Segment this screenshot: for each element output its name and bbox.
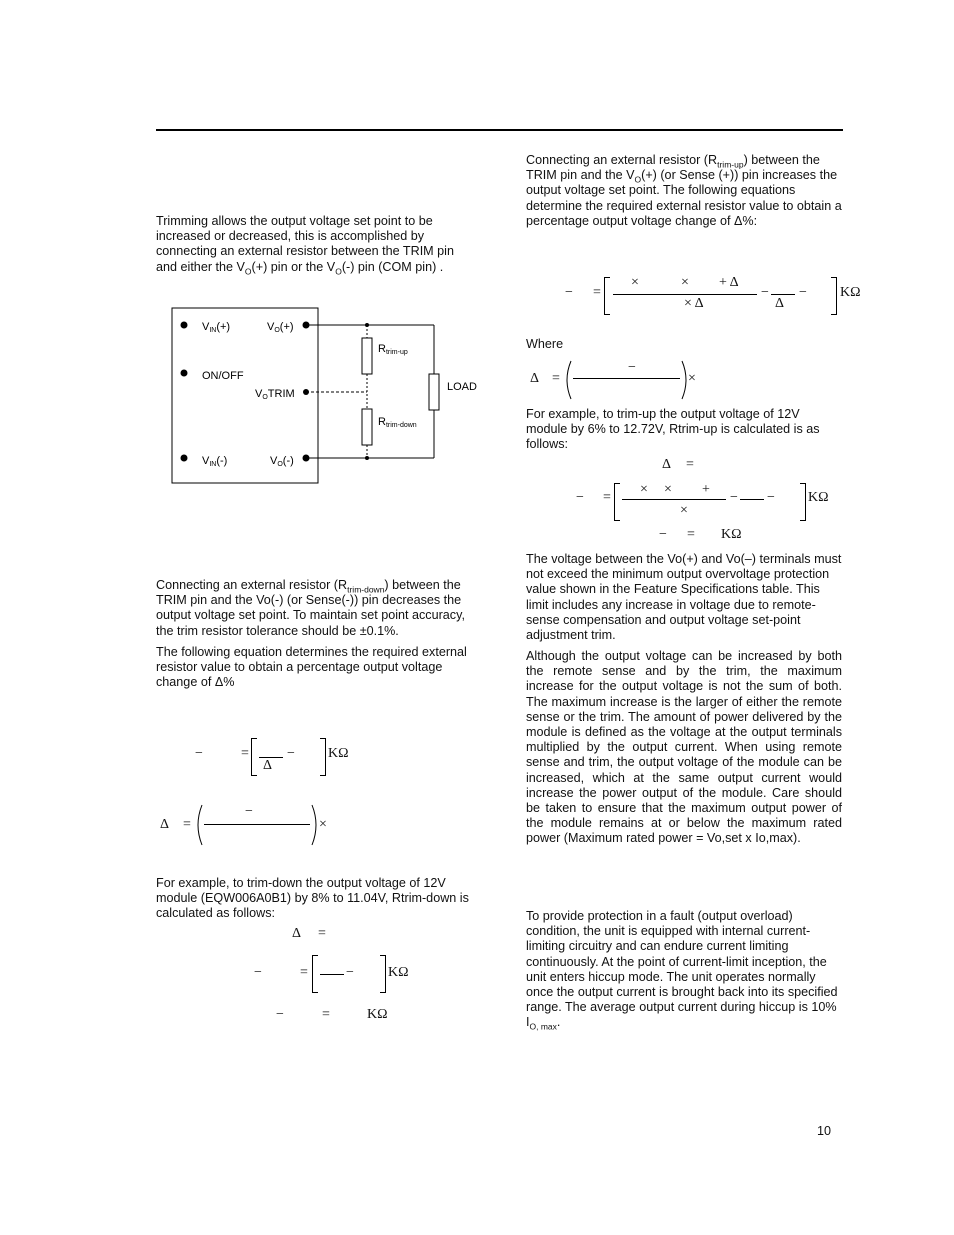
trim-down-text: Connecting an external resistor $(R_{trim-down})$ between the TRIM pin and the Vo(-) (or Sense(-)) pin decreases the output voltage set point. To maintain set point accuracy, the trim resistor tolerance should be ±0.1%. The following equation determines the required external resistor value to obtain a percentage output voltage change of Δ% [156, 578, 467, 690]
r-trim-down-result: − = KΩ [276, 1007, 388, 1022]
trim-up-equation: − = × × + Δ × Δ − Δ − KΩ [563, 275, 863, 315]
r-trim-down-example: − = − KΩ [254, 955, 424, 995]
trim-up-intro: Connecting an external resistor $(R_{trim-up})$ between the TRIM pin and the $V_O(+)$ (or Sense (+)) pin increases the output voltage set point. The following equations determine the required external resistor value to obtain a percentage output voltage change of Δ%: [526, 153, 842, 228]
delta-down-example: Δ = [292, 926, 326, 941]
vo-minus-label: VO(-) [270, 455, 294, 468]
vin-plus-label: VIN(+) [202, 321, 231, 334]
trim-down-equation: − = Δ − KΩ [195, 738, 395, 778]
on-off-label: ON/OFF [202, 370, 244, 382]
ovp-paragraph: The voltage between the Vo(+) and Vo(–) terminals must not exceed the minimum output overvoltage protection value shown in the Feature Specifications table. This limit includes any increase in voltage due to remote-sense compensation and output voltage set-point adjustment trim. [526, 552, 842, 643]
vo-trim-label: VOTRIM [255, 388, 295, 401]
page-number: 10 [817, 1124, 832, 1138]
trim-up-example: For example, to trim-up the output voltage of 12V module by 6% to 12.72V, Rtrim-up is calculated is as follows: [526, 407, 820, 452]
vo-plus-label: VO(+) [267, 321, 294, 334]
trim-down-example: For example, to trim-down the output voltage of 12V module (EQW006A0B1) by 8% to 11.04V, Rtrim-down is calculated as follows: [156, 876, 469, 921]
delta-down-equation: Δ = − × [158, 804, 338, 848]
overcurrent-paragraph: To provide protection in a fault (output overload) condition, the unit is equipped with internal current-limiting circuitry and can endure current limiting continuously. At the point of current-limit inception, the unit enters hiccup mode. The unit operates normally once the output current is brought back into its specified range. The average output current during hiccup is 10% $I_{O, max}$. [526, 909, 838, 1032]
r-trim-up-label: Rtrim-up [378, 343, 408, 356]
header-rule [156, 129, 843, 131]
delta-up-equation: Δ = − × [528, 360, 708, 402]
vin-minus-label: VIN(-) [202, 455, 228, 468]
trim-circuit-diagram [165, 300, 477, 490]
delta-up-example: Δ = [662, 457, 694, 472]
load-label: LOAD [447, 381, 477, 393]
r-trim-up-result: − = KΩ [659, 527, 742, 542]
r-trim-up-example: − = × × + × − − KΩ [574, 481, 844, 521]
r-trim-down-label: Rtrim-down [378, 416, 417, 429]
where-label: Where [526, 337, 564, 351]
remote-sense-paragraph: Although the output voltage can be increased by both the remote sense and by the trim, the maximum increase for the output voltage is not the sum of both. The maximum increase is the larger of either the remote sense or the trim. The amount of power delivered by the module is defined as the voltage at the output terminals multiplied by the output current. When using remote sense and trim, the output voltage of the module can be increased, which at the same output current would increase the power output of the module. Care should be taken to ensure that the maximum output power of the module remains at or below the maximum rated power (Maximum rated power = Vo,set x Io,max). [526, 649, 842, 846]
trim-intro: Trimming allows the output voltage set point to be increased or decreased, this is accomplished by connecting an external resistor between the TRIM pin and either the $V_O(+)$ pin or the $V_O(-)$ pin (COM pin) . [156, 214, 454, 277]
